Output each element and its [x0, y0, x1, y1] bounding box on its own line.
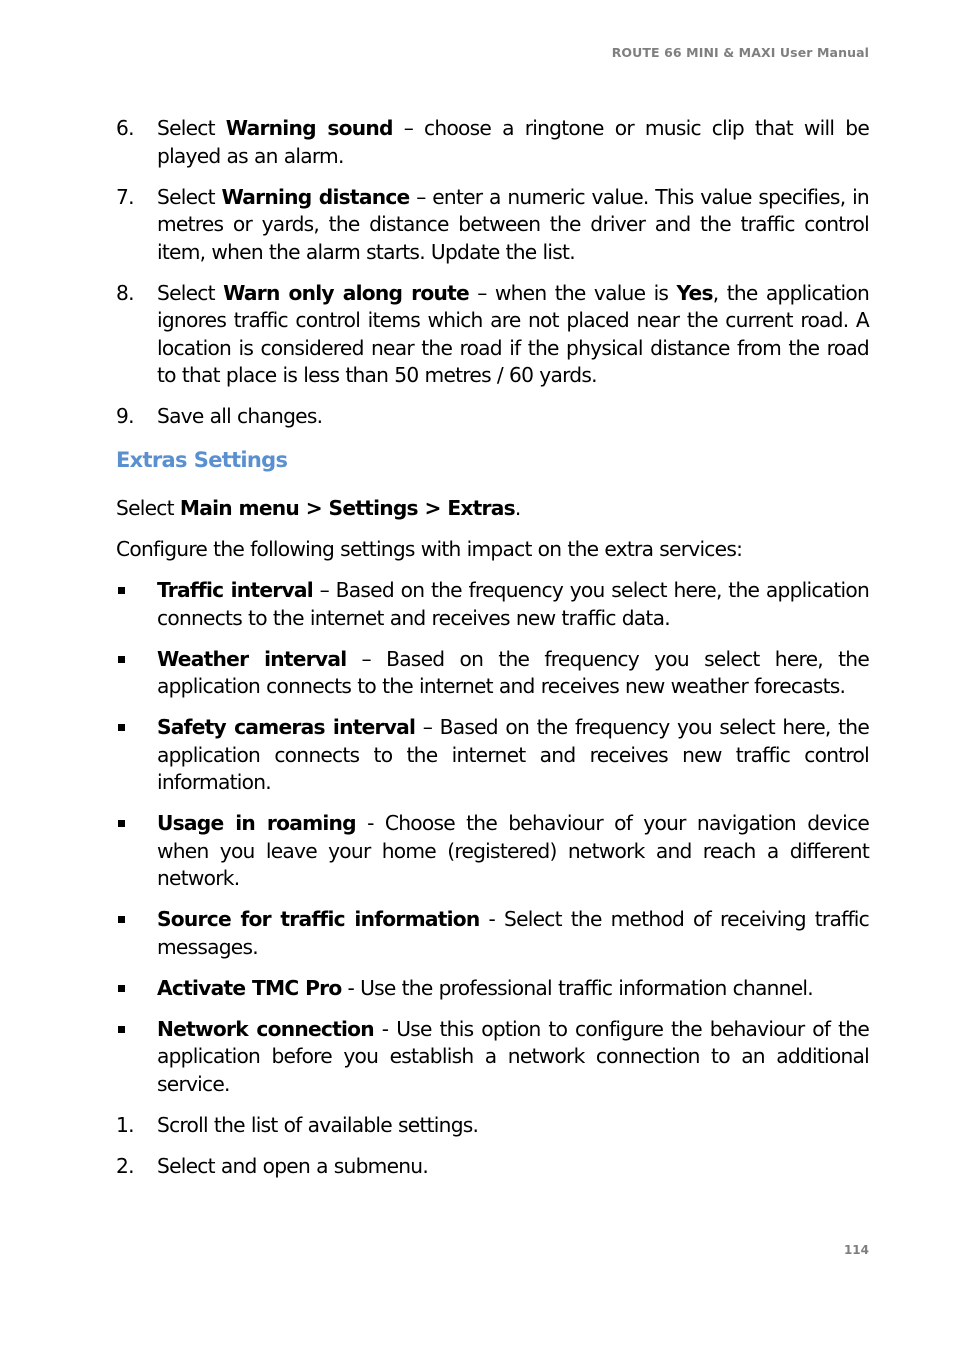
running-header: ROUTE 66 MINI & MAXI User Manual [611, 45, 869, 60]
step-text-post: , the application ignores traffic control items which are not placed near the current road. A location is considered near the road if the physical distance from the road to that place is less than 50 metres / 60 yards. [157, 280, 869, 387]
list-item [116, 906, 869, 961]
step-number: 8. [116, 280, 134, 305]
steps-list-b [116, 1112, 869, 1181]
step-text: Save all changes. [157, 404, 323, 428]
list-item [116, 1112, 869, 1140]
option-term: Traffic interval [157, 578, 313, 602]
step-text-pre: Select [157, 116, 226, 140]
list-item [116, 646, 869, 701]
list-item [116, 810, 869, 893]
option-desc: - Select the method of receiving traffic messages. [157, 907, 870, 959]
option-term: Activate TMC Pro [157, 975, 342, 1000]
step-number: 2. [116, 1153, 134, 1178]
option-desc: - Choose the behaviour of your navigation device when you leave your home (registered) network and reach a different network. [157, 811, 870, 890]
step-text: Scroll the list of available settings. [157, 1112, 479, 1137]
list-item [116, 184, 869, 267]
step-text: Select and open a submenu. [157, 1153, 428, 1178]
option-desc: - Use the professional traffic information channel. [341, 975, 813, 1000]
list-item [116, 403, 869, 431]
square-bullet-icon [118, 724, 125, 731]
option-desc: - Use this option to configure the behaviour of the application before you establish a network connection to an additional service. [157, 1016, 869, 1096]
step-text-mid: – when the value is [468, 280, 677, 305]
step-text-pre: Select [157, 184, 222, 209]
select-pre: Select [116, 496, 180, 520]
intro-paragraph: Configure the following settings with impact on the extra services: [116, 537, 743, 561]
list-item [116, 1153, 869, 1181]
list-item [116, 714, 869, 797]
option-term: Weather interval [157, 646, 347, 671]
option-term: Usage in roaming [157, 811, 356, 835]
select-post: . [514, 496, 521, 520]
option-desc: – Based on the frequency you select here, the application connects to the internet and receives new traffic data. [157, 578, 869, 630]
step-text-pre: Select [157, 280, 224, 305]
steps-list-a [116, 115, 869, 431]
option-desc: – Based on the frequency you select here, the application connects to the internet and receives new weather forecasts. [157, 646, 870, 698]
option-term: Source for traffic information [157, 907, 480, 931]
option-desc: – Based on the frequency you select here, the application connects to the internet and receives new traffic control information. [157, 715, 869, 794]
list-item [116, 1016, 869, 1099]
list-item [116, 577, 869, 632]
list-item [116, 975, 869, 1003]
step-number: 7. [116, 184, 134, 209]
square-bullet-icon [118, 587, 125, 594]
step-term-value: Yes [676, 280, 713, 305]
square-bullet-icon [118, 656, 125, 663]
list-item [116, 115, 869, 170]
step-text-post: – choose a ringtone or music clip that will be played as an alarm. [157, 116, 869, 168]
step-text-post: – enter a numeric value. This value specifies, in metres or yards, the distance between the driver and the traffic control item, when the alarm starts. Update the list. [157, 184, 869, 264]
step-term: Warning sound [225, 116, 393, 140]
step-number: 6. [116, 116, 134, 140]
square-bullet-icon [118, 985, 125, 992]
square-bullet-icon [118, 916, 125, 923]
step-number: 1. [116, 1112, 134, 1137]
option-term: Safety cameras interval [157, 715, 416, 739]
list-item [116, 280, 869, 390]
option-term: Network connection [157, 1016, 374, 1041]
square-bullet-icon [118, 820, 125, 827]
step-term: Warn only along route [223, 280, 469, 305]
square-bullet-icon [118, 1026, 125, 1033]
section-heading: Extras Settings [116, 447, 288, 472]
menu-path: Main menu > Settings > Extras [179, 496, 515, 520]
page-number: 114 [843, 1243, 869, 1257]
page-content [116, 115, 869, 1194]
step-number: 9. [116, 404, 134, 428]
step-term: Warning distance [221, 184, 410, 209]
select-instruction [116, 495, 869, 523]
options-list [116, 577, 869, 1098]
